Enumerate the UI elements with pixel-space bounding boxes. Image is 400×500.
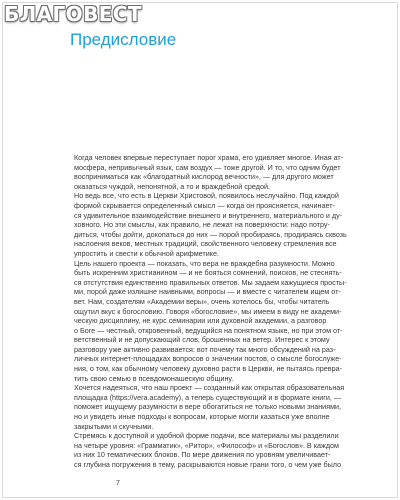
paragraph xyxy=(74,153,392,191)
text-line: тить свою семью в псевдомонашескую общину. xyxy=(74,373,234,383)
text-line: ческую дисциплину, не курс семинарии или духовной академии, а разговор xyxy=(74,316,327,326)
page-number: 7 xyxy=(116,480,120,487)
text-line: но и увидеть иные подходы к вопросам, которые могли казаться уже вполне xyxy=(74,412,330,422)
text-line: Стремясь к доступной и удобной форме подачи, все материалы мы разделили xyxy=(74,431,339,441)
text-line: разговору уже активно развивается: вот почему так много обсуждений на раз- xyxy=(74,344,336,354)
watermark-logo: БЛАГОВЕСТ xyxy=(4,2,142,26)
text-line: упростить и свести к обычной арифметике. xyxy=(74,248,219,258)
text-line: диться, чтобы дойти, докопаться до них — порой пробираясь, продираясь сквозь xyxy=(74,229,347,239)
text-line: ховного. Но эти смыслы, как правило, не лежат на поверхности: надо потру- xyxy=(74,220,330,230)
text-line: ощутил вкус к богословию. Говоря «богословие», мы имеем в виду не академи- xyxy=(74,306,342,316)
text-line: мосфера, непривычный язык, сам воздух — тоже другой. И то, что одним будет xyxy=(74,162,341,172)
section-title: Предисловие xyxy=(70,30,177,49)
text-line: быть искренним христианином — и не бояться сомнений, поисков, не стеснять- xyxy=(74,268,342,278)
text-line: площадка (https://vera.academy), а теперь существующий и в формате книги, — xyxy=(74,392,342,402)
text-line: из них 10 тематических блоков. По мере движения по уровням увеличивает- xyxy=(74,450,331,460)
text-line: ния, о том, как обычному человеку духовно расти в Церкви, не пытаясь превра- xyxy=(74,364,343,374)
text-line: о Боге — честный, откровенный, ведущийся на понятном языке, но при этом от- xyxy=(74,325,343,335)
text-line: вет. Нам, создателям «Академии веры», очень хотелось бы, чтобы читатель xyxy=(74,296,330,306)
text-line: наслоения веков, местных традиций, свойственного человеку стремления все xyxy=(74,239,337,249)
text-line: ся удивительное взаимодействие внешнего и внутреннего, материального и ду- xyxy=(74,210,343,220)
text-line: оказаться чуждой, непонятной, а то и враждебной средой. xyxy=(74,181,270,191)
paragraph xyxy=(74,259,392,384)
paragraph xyxy=(74,431,392,469)
text-line: ми, порой даже излишне наивными, вопросы — и вместе с читателем ищем от- xyxy=(74,287,341,297)
text-line: ветственный и не допускающий слов, брошенных на ветер. Интерес к этому xyxy=(74,335,330,345)
text-line: Но ведь все, что есть в Церкви Христовой, появилось неслучайно. Под каждой xyxy=(74,191,339,201)
text-line: на четыре уровня: «Грамматик», «Ритор», «Философ» и «Богослов». В каждом xyxy=(74,440,339,450)
text-line: ся отстутствия единственно правильных ответов. Мы задаем кажущиеся просты- xyxy=(74,277,347,287)
text-line: Цель нашего проекта — показать, что вера не враждебна разумности. Можно xyxy=(74,258,335,268)
text-line: закрытыми и скучными. xyxy=(74,421,154,431)
paragraph xyxy=(74,383,392,431)
paragraph xyxy=(74,191,392,258)
text-line: Когда человек впервые переступает порог храма, его удивляет многое. Иная ат- xyxy=(74,153,344,162)
text-line: восприниматься как «благодатный кислород вечности», — для другого может xyxy=(74,172,334,182)
text-line: формой скрывается определенный смысл — когда он проясняется, начинает- xyxy=(74,200,335,210)
text-line: ся глубина погружения в тему, раскрываются новые грани того, о чем уже было xyxy=(74,460,342,469)
body-text xyxy=(74,153,392,470)
text-line: поможет ищущему разумности в вере обогатиться не только новыми знаниями, xyxy=(74,402,342,412)
text-line: личных интернет-площадках вопросов о значении постов, о смысле богослуже- xyxy=(74,354,342,364)
text-line: Хочется надеяться, что наш проект — созданный как открытая образовательная xyxy=(74,383,345,393)
